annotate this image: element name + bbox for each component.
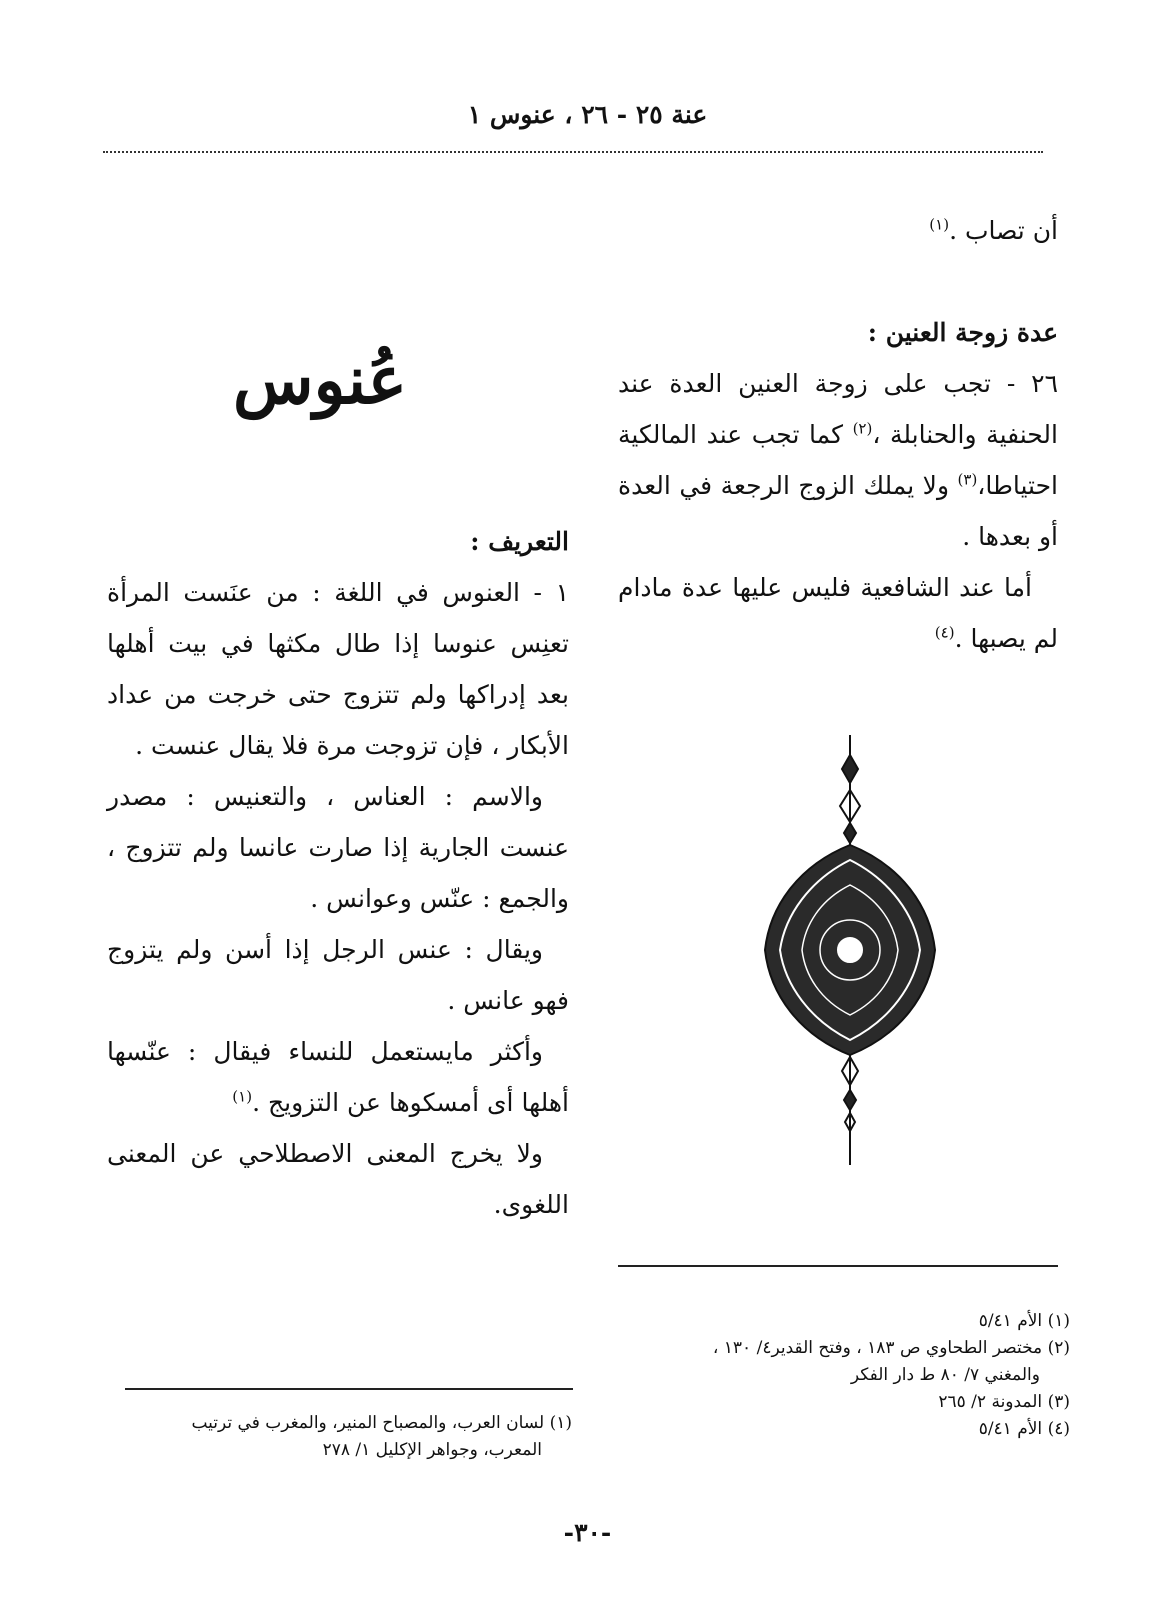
footnote-number: (١)	[1047, 1311, 1070, 1331]
footnote-item	[110, 1410, 572, 1437]
footnote-item	[618, 1416, 1070, 1443]
footnote-ref: (٣)	[957, 470, 978, 489]
paragraph-4-text: وأكثر مايستعمل للنساء فيقال : عنّسها أهلها أى أمسكوها عن التزويج .	[107, 1037, 569, 1117]
footnote-separator	[618, 1265, 1058, 1267]
footnote-number: (٢)	[1047, 1338, 1070, 1358]
header-dotted-rule	[103, 151, 1043, 153]
entry-title: عُنوس	[233, 341, 407, 419]
footnote-ref: (٢)	[852, 419, 873, 438]
footnote-number: (٤)	[1047, 1419, 1070, 1439]
footnote-text: المدونة ٢/ ٢٦٥	[938, 1392, 1043, 1412]
footnote-text: الأم ٥/٤١	[978, 1311, 1043, 1331]
page-number: -٣٠-	[563, 1518, 612, 1547]
footnote-ref: (١)	[929, 215, 950, 234]
floral-medallion-ornament	[760, 735, 940, 1165]
footnote-text: مختصر الطحاوي ص ١٨٣ ، وفتح القدير٤/ ١٣٠ ،	[712, 1338, 1043, 1358]
section-idda	[618, 307, 1058, 664]
section-definition	[107, 516, 569, 1230]
footnote-text: الأم ٥/٤١	[978, 1419, 1043, 1439]
footnotes-left	[110, 1410, 572, 1464]
footnote-continuation: والمغني ٧/ ٨٠ ط دار الفكر	[850, 1365, 1040, 1385]
paragraph-3: ويقال : عنس الرجل إذا أسن ولم يتزوج فهو عانس .	[107, 935, 569, 1015]
footnote-ref: (١)	[232, 1087, 253, 1106]
paragraph-1: ١ - العنوس في اللغة : من عنَست المرأة تعنِس عنوسا إذا طال مكثها في بيت أهلها بعد إدراكها ولم تتزوج حتى خرجت من عداد الأبكار ، فإن تزوجت مرة فلا يقال عنست .	[107, 578, 569, 760]
paragraph-shafii	[618, 562, 1058, 664]
paragraph-26	[618, 358, 1058, 562]
footnote-number: (١)	[549, 1413, 572, 1433]
footnotes-right	[618, 1308, 1070, 1443]
footnote-item	[618, 1389, 1070, 1416]
paragraph-5: ولا يخرج المعنى الاصطلاحي عن المعنى اللغوى.	[107, 1139, 569, 1219]
paragraph-2: والاسم : العناس ، والتعنيس : مصدر عنست الجارية إذا صارت عانسا ولم تتزوج ، والجمع : عنّس وعوانس .	[107, 782, 569, 913]
footnote-item	[618, 1308, 1070, 1335]
carryover-sentence: أن تصاب .	[949, 216, 1058, 245]
paragraph-26-part2: كما تجب عند المالكية احتياطا،	[618, 420, 1058, 500]
section-heading: عدة زوجة العنين :	[867, 318, 1058, 347]
footnote-ref: (٤)	[934, 623, 955, 642]
paragraph-4	[107, 1026, 569, 1128]
footnote-text: لسان العرب، والمصباح المنير، والمغرب في ترتيب	[191, 1413, 545, 1433]
paragraph-shafii-text: أما عند الشافعية فليس عليها عدة مادام لم يصبها .	[618, 573, 1058, 653]
footnote-item	[618, 1335, 1070, 1362]
definition-heading: التعريف :	[470, 527, 569, 556]
paragraph-26-part1: ٢٦ - تجب على زوجة العنين العدة عند الحنفية والحنابلة ،	[618, 369, 1058, 449]
paragraph-26-part3: ولا يملك الزوج الرجعة في العدة أو بعدها .	[618, 471, 1058, 551]
running-title: عنة ٢٥ - ٢٦ ، عنوس ١	[467, 100, 708, 129]
footnote-separator	[125, 1388, 573, 1390]
carryover-text	[618, 205, 1058, 256]
footnote-number: (٣)	[1047, 1392, 1070, 1412]
footnote-continuation: المعرب، وجواهر الإكليل ١/ ٢٧٨	[322, 1440, 542, 1460]
